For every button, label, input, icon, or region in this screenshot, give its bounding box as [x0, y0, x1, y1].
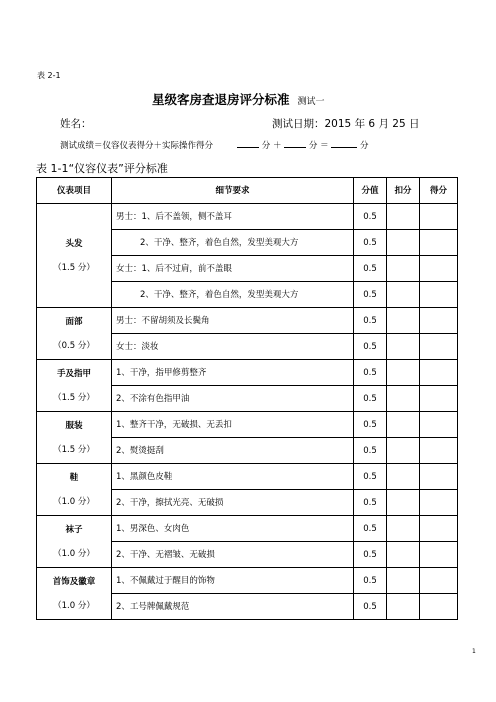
detail-cell: 1、不佩戴过于醒目的饰物 — [112, 568, 354, 594]
table-subtitle: 表 1-1“仪容仪表”评分标准 — [36, 162, 168, 175]
detail-cell: 2、不涂有色指甲油 — [112, 386, 354, 412]
table-row — [37, 412, 458, 438]
category-name: 头发 — [65, 238, 83, 249]
category-points: （1.0 分） — [53, 496, 95, 507]
score-cell: 0.5 — [354, 412, 387, 438]
deduction-cell[interactable] — [387, 568, 420, 594]
equals-sign: ＝ — [320, 141, 329, 151]
earned-cell[interactable] — [420, 490, 458, 516]
category-name: 袜子 — [65, 524, 83, 535]
detail-cell: 男士：1、后不盖领，侧不盖耳 — [112, 204, 354, 230]
earned-cell[interactable] — [420, 386, 458, 412]
category-points: （0.5 分） — [53, 340, 95, 351]
score-formula — [60, 139, 369, 151]
detail-cell: 女士：淡妆 — [112, 334, 354, 360]
deduction-cell[interactable] — [387, 230, 420, 256]
category-points: （1.5 分） — [53, 444, 95, 455]
earned-cell[interactable] — [420, 542, 458, 568]
header-detail: 细节要求 — [112, 178, 354, 204]
category-points: （1.5 分） — [53, 262, 95, 273]
score-cell: 0.5 — [354, 386, 387, 412]
unit-fen: 分 — [308, 141, 318, 151]
test-date-line — [272, 116, 420, 131]
earned-cell[interactable] — [420, 516, 458, 542]
earned-cell[interactable] — [420, 334, 458, 360]
date-label: 测试日期： — [272, 118, 325, 130]
detail-cell: 2、干净、无褶皱、无破损 — [112, 542, 354, 568]
earned-cell[interactable] — [420, 282, 458, 308]
detail-cell: 男士：不留胡须及长鬓角 — [112, 308, 354, 334]
category-points: （1.0 分） — [53, 600, 95, 611]
earned-cell[interactable] — [420, 438, 458, 464]
header-deduction: 扣分 — [387, 178, 420, 204]
detail-cell: 2、干净、整齐，着色自然，发型美观大方 — [112, 230, 354, 256]
score-cell: 0.5 — [354, 282, 387, 308]
detail-cell: 2、工号牌佩戴规范 — [112, 594, 354, 620]
category-socks — [37, 516, 112, 568]
score-cell: 0.5 — [354, 256, 387, 282]
deduction-cell[interactable] — [387, 256, 420, 282]
category-name: 鞋 — [69, 472, 79, 483]
table-number: 表 2-1 — [37, 71, 61, 80]
score-cell: 0.5 — [354, 360, 387, 386]
category-face — [37, 308, 112, 360]
deduction-cell[interactable] — [387, 282, 420, 308]
table-row — [37, 568, 458, 594]
table-row — [37, 360, 458, 386]
category-jewelry-badge — [37, 568, 112, 620]
blank-total-score[interactable] — [331, 139, 357, 148]
deduction-cell[interactable] — [387, 464, 420, 490]
table-row — [37, 204, 458, 230]
earned-cell[interactable] — [420, 594, 458, 620]
earned-cell[interactable] — [420, 230, 458, 256]
score-cell: 0.5 — [354, 516, 387, 542]
page-title — [152, 90, 325, 108]
category-name: 面部 — [65, 316, 83, 327]
detail-cell: 1、黑颜色皮鞋 — [112, 464, 354, 490]
deduction-cell[interactable] — [387, 204, 420, 230]
blank-operation-score[interactable] — [284, 139, 306, 148]
detail-cell: 1、男深色、女肉色 — [112, 516, 354, 542]
earned-cell[interactable] — [420, 204, 458, 230]
deduction-cell[interactable] — [387, 542, 420, 568]
category-name: 服装 — [65, 420, 83, 431]
date-day: 25 — [392, 118, 406, 130]
detail-cell: 1、整齐干净，无破损、无丢扣 — [112, 412, 354, 438]
unit-fen: 分 — [261, 141, 271, 151]
earned-cell[interactable] — [420, 568, 458, 594]
earned-cell[interactable] — [420, 308, 458, 334]
category-name: 手及指甲 — [56, 368, 91, 379]
category-shoes — [37, 464, 112, 516]
page-number: 1 — [472, 648, 476, 655]
earned-cell[interactable] — [420, 464, 458, 490]
blank-appearance-score[interactable] — [237, 139, 259, 148]
deduction-cell[interactable] — [387, 334, 420, 360]
deduction-cell[interactable] — [387, 594, 420, 620]
category-name: 首饰及徽章 — [52, 576, 96, 587]
score-cell: 0.5 — [354, 230, 387, 256]
date-year-unit: 年 — [354, 118, 366, 130]
name-label: 姓名： — [60, 118, 92, 130]
date-month-unit: 月 — [378, 118, 389, 130]
detail-cell: 1、干净，指甲修剪整齐 — [112, 360, 354, 386]
score-cell: 0.5 — [354, 204, 387, 230]
deduction-cell[interactable] — [387, 516, 420, 542]
table-row — [37, 308, 458, 334]
formula-text: 测试成绩＝仪容仪表得分＋实际操作得分 — [60, 141, 214, 151]
appearance-score-table — [36, 177, 458, 620]
table-header-row — [37, 178, 458, 204]
table-row — [37, 516, 458, 542]
table-row — [37, 464, 458, 490]
score-cell: 0.5 — [354, 542, 387, 568]
detail-cell: 女士：1、后不过肩，前不盖眼 — [112, 256, 354, 282]
deduction-cell[interactable] — [387, 490, 420, 516]
title-text: 星级客房查退房评分标准 — [152, 92, 290, 107]
earned-cell[interactable] — [420, 412, 458, 438]
detail-cell: 2、干净，擦拭光亮、无破损 — [112, 490, 354, 516]
category-hair — [37, 204, 112, 308]
earned-cell[interactable] — [420, 360, 458, 386]
detail-cell: 2、熨烫挺刮 — [112, 438, 354, 464]
category-points: （1.5 分） — [53, 392, 95, 403]
deduction-cell[interactable] — [387, 438, 420, 464]
title-subtext: 测试一 — [297, 97, 325, 107]
deduction-cell[interactable] — [387, 412, 420, 438]
deduction-cell[interactable] — [387, 360, 420, 386]
earned-cell[interactable] — [420, 256, 458, 282]
date-month: 6 — [368, 118, 376, 130]
score-cell: 0.5 — [354, 464, 387, 490]
category-points: （1.0 分） — [53, 548, 95, 559]
score-cell: 0.5 — [354, 568, 387, 594]
score-cell: 0.5 — [354, 308, 387, 334]
unit-fen: 分 — [360, 141, 369, 151]
deduction-cell[interactable] — [387, 386, 420, 412]
deduction-cell[interactable] — [387, 308, 420, 334]
header-item: 仪表项目 — [37, 178, 112, 204]
header-earned: 得分 — [420, 178, 458, 204]
plus-sign: ＋ — [272, 141, 282, 151]
score-cell: 0.5 — [354, 490, 387, 516]
category-hands-nails — [37, 360, 112, 412]
detail-cell: 2、干净、整齐，着色自然，发型美观大方 — [112, 282, 354, 308]
date-day-unit: 日 — [409, 118, 420, 130]
score-cell: 0.5 — [354, 438, 387, 464]
score-cell: 0.5 — [354, 334, 387, 360]
score-cell: 0.5 — [354, 594, 387, 620]
header-score: 分值 — [354, 178, 387, 204]
date-year: 2015 — [324, 118, 352, 130]
category-clothing — [37, 412, 112, 464]
